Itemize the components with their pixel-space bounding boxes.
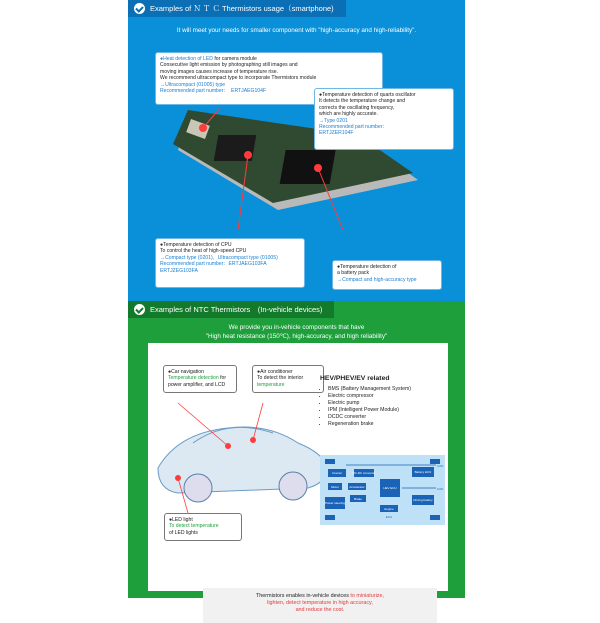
diagram-label-power-steering: Power steering — [324, 501, 346, 505]
diagram-label-inverter: Inverter — [331, 471, 343, 475]
vehicle-title: Examples of NTC Thermistors (In-vehicle devices) — [150, 305, 323, 314]
callout-oscillator — [314, 88, 454, 150]
note-red-3: and reduce the cost. — [295, 607, 345, 613]
callout-bat-head: ●Temperature detection of — [337, 264, 397, 270]
callout-osc-link-3: ERTJZER104F — [319, 130, 354, 137]
diagram-label-ecu: ECU — [385, 515, 393, 519]
callout-cpu-link-2: Recommended part number：ERTJAEG103FA — [160, 261, 267, 268]
callout-aircon — [252, 365, 324, 393]
callout-bat-link: →Compact and high-accuracy type — [337, 276, 417, 283]
callout-osc-body-3: which are highly accurate. — [319, 111, 378, 118]
diagram-label-engine: Engine — [384, 507, 394, 511]
diagram-label-dcdc: DC-DC converter — [352, 471, 376, 475]
smartphone-title: Examples of Ｎ Ｔ Ｃ Thermistors usage（smartphone) — [150, 4, 334, 13]
callout-cpu-link-3: ERTJZEG103FA — [160, 267, 198, 274]
hev-item: • Electric pump — [328, 400, 450, 407]
diagram-label-can-2: CAN — [437, 487, 444, 491]
callout-led-link-2: Recommended part number： ERTJAEG104F — [160, 88, 267, 95]
hev-item: • DCDC converter — [328, 414, 450, 421]
smartphone-header — [128, 0, 346, 17]
callout-cpu-head: ●Temperature detection of CPU — [160, 242, 232, 248]
vehicle-content-box — [148, 343, 448, 613]
callout-ac-line2: To detect the interior — [257, 375, 304, 382]
callout-ledl-head: ●LED light — [169, 517, 193, 523]
hev-item: • Regeneration brake — [328, 421, 450, 428]
callout-ac-colored: temperature — [257, 381, 285, 388]
callout-nav-head: ●Car navigation — [168, 369, 204, 375]
callout-osc-body-2: corrects the oscillating frequency, — [319, 104, 395, 111]
note-red-1: to miniaturize, — [350, 593, 384, 599]
callout-ledl-tail: of LED lights — [169, 529, 198, 536]
callout-led-head: ●Heat detection of LED — [160, 56, 213, 62]
diagram-label-accelerator: Accelerator — [349, 485, 365, 489]
vehicle-subtitle-2: "High heat resistance (150℃), high-accuracy, and high reliability" — [205, 333, 388, 340]
smartphone-section — [128, 0, 465, 301]
diagram-label-brake: Brake — [354, 497, 362, 501]
callout-osc-head: ●Temperature detection of quarts oscillator — [319, 92, 416, 98]
hev-item: • Electric compressor — [328, 393, 450, 400]
callout-led-head-rest: for camera module — [212, 56, 257, 62]
note-red-2: lighten, detect temperature in high accuracy, — [267, 600, 373, 606]
diagram-label-can-1: CAN — [437, 464, 444, 468]
check-icon — [134, 304, 145, 315]
vehicle-header — [128, 301, 334, 318]
diagram-label-hev-ecu: HEV ECU — [383, 486, 397, 490]
callout-nav-colored: Temperature detection — [168, 375, 219, 382]
diagram-label-battery-ecu: Battery ECU — [414, 470, 432, 474]
hev-title: HEV/PHEV/EV related — [320, 375, 390, 382]
vehicle-subtitle-1: We provide you in-vehicle components that have — [228, 324, 365, 331]
callout-battery — [332, 260, 442, 290]
callout-osc-link-1: →Type 0201 — [319, 117, 348, 124]
hev-item: • BMS (Battery Management System) — [328, 386, 450, 393]
callout-led-light — [164, 513, 242, 541]
hev-item: • IPM (Intelligent Power Module) — [328, 407, 450, 414]
callout-ac-head: ●Air conditioner — [257, 369, 293, 375]
callout-nav-tail: power amplifier, and LCD — [168, 381, 226, 388]
vehicle-section — [128, 301, 465, 613]
callout-osc-link-2: Recommended part number： — [319, 124, 388, 131]
callout-ledl-colored: To detect temperature — [169, 523, 219, 530]
callout-cpu-body-1: To control the heat of high-speed CPU — [160, 248, 247, 255]
front-wheel — [184, 474, 212, 502]
chip-battery — [280, 150, 336, 184]
check-icon — [134, 3, 145, 14]
hev-system-diagram — [320, 455, 445, 525]
rear-wheel — [279, 472, 307, 500]
callout-osc-body-1: It detects the temperature change and — [319, 98, 406, 105]
diagram-label-motor: Motor — [331, 485, 339, 489]
callout-bat-body: a battery pack — [337, 270, 369, 277]
diagram-label-driving-battery: Driving battery — [413, 498, 433, 502]
callout-nav-rest: for — [218, 375, 227, 382]
callout-led-link-1: →Ultracompact (01005) type — [160, 81, 226, 88]
callout-led-body-1: Consecutive light emission by photographing still images and — [160, 62, 298, 69]
vehicle-note — [203, 588, 437, 623]
hev-related-list — [320, 375, 450, 428]
callout-cpu — [155, 238, 305, 288]
callout-cpu-link-1: →Compact type (0201)，Ultracompact type (01005) — [160, 254, 278, 261]
callout-led-body-3: We recommend ultracompact type to incorporate Thermistors module — [160, 75, 317, 82]
car-wireframe-illustration — [148, 398, 333, 518]
note-plain: Thermistors enables in-vehicle devices — [256, 593, 351, 599]
smartphone-subtitle: It will meet your needs for smaller component with "high-accuracy and high-reliability". — [176, 27, 417, 34]
callout-navigation — [163, 365, 237, 393]
callout-led-body-2: moving images causes increase of temperature rise. — [160, 68, 279, 75]
